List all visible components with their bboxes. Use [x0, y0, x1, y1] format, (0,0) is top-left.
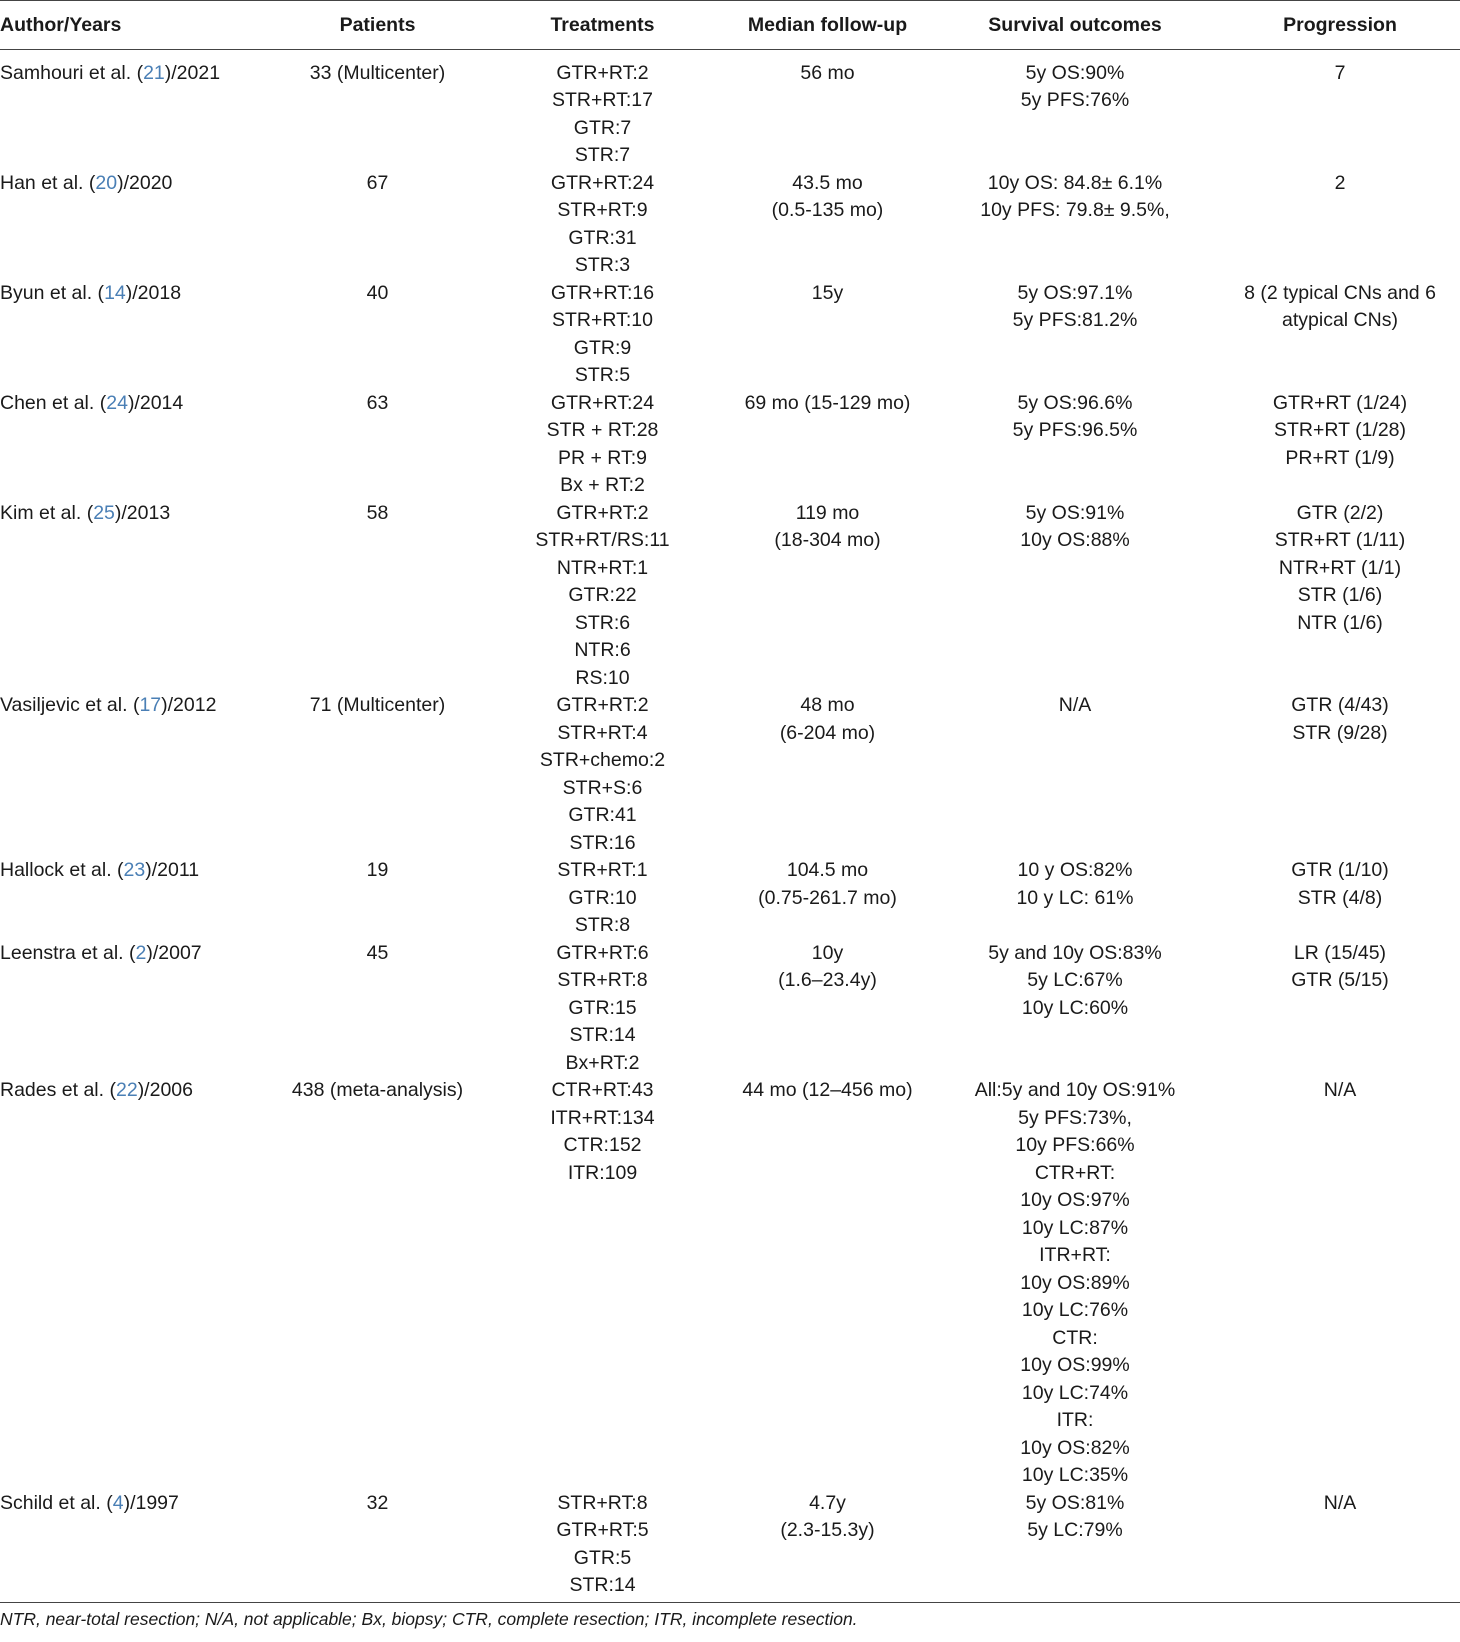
author-year: )/2012 — [161, 694, 217, 716]
reference-link[interactable]: 4 — [112, 1491, 124, 1514]
treatment-line: PR + RT:9 — [557, 446, 648, 469]
treatment-line: GTR+RT:2 — [556, 694, 649, 716]
treatment-line: ITR+RT:134 — [550, 1106, 655, 1129]
treatment-line: STR:6 — [574, 611, 631, 634]
treatment-line: STR+chemo:2 — [539, 749, 666, 771]
treatment-line: STR+RT:9 — [557, 199, 648, 221]
progression-line: 2 — [1334, 171, 1346, 194]
treatment-line: GTR:5 — [573, 1546, 632, 1569]
treatment-line: STR+RT:8 — [557, 1491, 648, 1514]
cell-patients: 67 — [366, 171, 389, 194]
progression-line: STR+RT (1/11) — [1274, 529, 1406, 551]
cell-patients: 32 — [275, 1490, 480, 1603]
cell-author — [0, 390, 275, 500]
table-row — [0, 1077, 1460, 1490]
treatment-line: GTR:10 — [568, 886, 637, 909]
cell-followup — [725, 49, 930, 170]
survival-line: 5y LC:67% — [1027, 969, 1123, 991]
treatment-line: STR:3 — [574, 254, 631, 276]
table-row — [0, 280, 1460, 390]
treatment-line: GTR+RT:16 — [550, 281, 655, 304]
survival-line: 5y OS:81% — [1025, 1491, 1125, 1514]
col-header-treatments: Treatments — [480, 1, 725, 50]
followup-line: 104.5 mo — [786, 859, 869, 881]
treatment-line: GTR:41 — [568, 804, 637, 826]
cell-patients: 58 — [366, 501, 389, 524]
cell-survival — [930, 170, 1220, 280]
table-row — [0, 49, 1460, 170]
cell-survival — [930, 692, 1220, 857]
cell-progression — [1220, 500, 1460, 693]
cell-patients: 438 (meta-analysis) — [291, 1079, 464, 1101]
survival-line: 10y PFS: 79.8± 9.5%, — [980, 199, 1170, 221]
treatment-line: GTR+RT:5 — [556, 1519, 649, 1541]
survival-line: CTR+RT: — [1034, 1161, 1116, 1184]
treatment-line: ITR:109 — [567, 1161, 638, 1184]
progression-line: GTR (2/2) — [1296, 501, 1384, 524]
cell-treatments — [480, 1077, 725, 1490]
cell-survival — [930, 390, 1220, 500]
cell-patients: 63 — [366, 391, 389, 414]
author-name: Leenstra et al. ( — [0, 941, 136, 964]
author-name: Samhouri et al. ( — [0, 61, 144, 84]
cell-progression — [1220, 170, 1460, 280]
progression-line: N/A — [1323, 1491, 1357, 1514]
survival-line: 5y PFS:76% — [1020, 89, 1130, 111]
cell-author — [0, 857, 275, 940]
cell-author — [0, 692, 275, 857]
author-year: )/2013 — [114, 501, 171, 524]
cell-progression — [1220, 1490, 1460, 1603]
treatment-line: STR+RT:17 — [552, 89, 653, 111]
followup-line: (0.75-261.7 mo) — [758, 886, 897, 909]
author-name: Byun et al. ( — [0, 281, 105, 304]
followup-line: 69 mo (15-129 mo) — [744, 391, 911, 414]
treatment-line: STR + RT:28 — [546, 419, 659, 441]
survival-line: 10 y LC: 61% — [1016, 886, 1134, 909]
followup-line: 4.7y — [809, 1491, 846, 1514]
cell-progression — [1220, 280, 1460, 390]
treatment-line: STR+S:6 — [562, 776, 643, 799]
table-row — [0, 692, 1460, 857]
survival-line: 10y LC:76% — [1021, 1299, 1129, 1321]
treatment-line: STR+RT:8 — [557, 969, 648, 991]
cell-progression — [1220, 692, 1460, 857]
cell-treatments — [480, 49, 725, 170]
cell-patients: 19 — [366, 859, 389, 881]
cell-progression — [1220, 1077, 1460, 1490]
cell-author — [0, 280, 275, 390]
survival-line: 5y PFS:81.2% — [1012, 309, 1138, 331]
cell-followup — [725, 1490, 930, 1603]
table-row — [0, 857, 1460, 940]
table-body — [0, 49, 1460, 1602]
cell-author — [0, 1077, 275, 1490]
cell-survival — [930, 857, 1220, 940]
cell-survival — [930, 1077, 1220, 1490]
cell-progression — [1220, 390, 1460, 500]
survival-line: 5y OS:96.6% — [1017, 391, 1133, 414]
cell-progression — [1220, 857, 1460, 940]
table-row — [0, 940, 1460, 1078]
cell-followup — [725, 940, 930, 1078]
followup-line: 48 mo — [800, 694, 855, 716]
survival-line: 10y PFS:66% — [1015, 1134, 1135, 1156]
survival-line: 5y PFS:73%, — [1018, 1106, 1132, 1129]
cell-treatments — [480, 390, 725, 500]
survival-line: 5y OS:91% — [1025, 501, 1125, 524]
treatment-line: GTR+RT:24 — [550, 171, 655, 194]
treatment-line: NTR+RT:1 — [556, 556, 649, 579]
author-name: Rades et al. ( — [0, 1079, 116, 1101]
reference-link[interactable]: 20 — [95, 171, 118, 194]
reference-link[interactable]: 2 — [135, 941, 147, 964]
survival-line: 5y and 10y OS:83% — [988, 941, 1162, 964]
treatment-line: STR+RT/RS:11 — [535, 529, 670, 551]
reference-link[interactable]: 21 — [143, 61, 165, 84]
cell-treatments — [480, 500, 725, 693]
author-year: )/2020 — [117, 171, 173, 194]
author-name: Kim et al. ( — [0, 501, 94, 524]
treatment-line: GTR:7 — [573, 116, 632, 139]
cell-author — [0, 49, 275, 170]
author-name: Schild et al. ( — [0, 1491, 113, 1514]
table-row — [0, 170, 1460, 280]
treatment-line: STR:16 — [569, 831, 636, 854]
progression-line: PR+RT (1/9) — [1285, 446, 1395, 469]
progression-line: STR (1/6) — [1297, 584, 1383, 606]
treatment-line: STR:14 — [569, 1024, 636, 1046]
survival-line: N/A — [1058, 694, 1092, 716]
treatment-line: GTR+RT:24 — [550, 391, 655, 414]
author-year: )/2007 — [146, 941, 202, 964]
cell-treatments — [480, 280, 725, 390]
followup-line: 44 mo (12–456 mo) — [742, 1079, 913, 1101]
cell-author — [0, 1490, 275, 1603]
treatment-line: GTR:22 — [568, 584, 637, 606]
author-name: Han et al. ( — [0, 171, 96, 194]
followup-line: (1.6–23.4y) — [778, 969, 877, 991]
treatment-line: GTR:9 — [573, 336, 632, 359]
author-year: )/2006 — [137, 1079, 193, 1101]
author-name: Hallock et al. ( — [0, 859, 124, 881]
survival-line: CTR: — [1052, 1326, 1098, 1349]
survival-line: 10y OS:99% — [1020, 1354, 1130, 1376]
followup-line: 10y — [811, 941, 844, 964]
survival-line: ITR+RT: — [1039, 1244, 1111, 1266]
table-row — [0, 390, 1460, 500]
survival-line: 5y OS:97.1% — [1017, 281, 1133, 304]
cell-patients: 71 (Multicenter) — [309, 694, 446, 716]
table-footnote: NTR, near-total resection; N/A, not applicable; Bx, biopsy; CTR, complete resection; ITR, incomplete resection. — [0, 1608, 858, 1629]
reference-link[interactable]: 24 — [106, 391, 128, 414]
treatment-line: CTR+RT:43 — [551, 1079, 654, 1101]
treatment-line: GTR:31 — [568, 226, 637, 249]
progression-line: NTR (1/6) — [1297, 611, 1383, 634]
treatment-line: STR:14 — [569, 1574, 636, 1596]
survival-line: All:5y and 10y OS:91% — [974, 1079, 1176, 1101]
author-year: )/2014 — [127, 391, 184, 414]
treatment-line: Bx+RT:2 — [565, 1051, 640, 1074]
table-row — [0, 500, 1460, 693]
followup-line: 119 mo — [795, 501, 860, 524]
cell-progression — [1220, 49, 1460, 170]
treatment-line: Bx + RT:2 — [560, 474, 645, 496]
progression-line: NTR+RT (1/1) — [1278, 556, 1402, 579]
cell-progression — [1220, 940, 1460, 1078]
survival-line: 10y LC:35% — [1021, 1464, 1129, 1486]
cell-author — [0, 500, 275, 693]
col-header-author: Author/Years — [0, 1, 275, 50]
followup-line: (2.3-15.3y) — [780, 1519, 875, 1541]
survival-line: 10 y OS:82% — [1017, 859, 1133, 881]
survival-line: 10y OS:88% — [1020, 529, 1130, 551]
survival-line: 10y OS:82% — [1020, 1436, 1130, 1459]
col-header-progression: Progression — [1220, 1, 1460, 50]
cell-survival — [930, 280, 1220, 390]
author-year: )/1997 — [123, 1491, 179, 1514]
treatment-line: GTR+RT:6 — [556, 941, 649, 964]
header-row — [0, 1, 1460, 50]
progression-line: GTR (5/15) — [1291, 969, 1389, 991]
reference-link[interactable]: 17 — [139, 694, 162, 716]
treatment-line: GTR+RT:2 — [556, 501, 649, 524]
col-header-followup: Median follow-up — [725, 1, 930, 50]
treatment-line: CTR:152 — [563, 1134, 642, 1156]
cell-author — [0, 170, 275, 280]
followup-line: 56 mo — [800, 61, 855, 84]
progression-line: STR+RT (1/28) — [1273, 419, 1407, 441]
progression-line: GTR+RT (1/24) — [1272, 391, 1408, 414]
followup-line: 15y — [811, 281, 844, 304]
reference-link[interactable]: 23 — [123, 859, 146, 881]
survival-line: 5y PFS:96.5% — [1012, 419, 1138, 441]
author-year: )/2021 — [164, 61, 221, 84]
author-name: Chen et al. ( — [0, 391, 107, 414]
progression-line: atypical CNs) — [1282, 309, 1398, 331]
progression-line: 8 (2 typical CNs and 6 — [1244, 281, 1436, 304]
cell-patients: 33 (Multicenter) — [309, 61, 446, 84]
progression-line: GTR (1/10) — [1291, 859, 1389, 881]
cell-treatments — [480, 940, 725, 1078]
cell-patients: 40 — [366, 281, 389, 304]
cell-survival — [930, 940, 1220, 1078]
survival-line: 10y LC:74% — [1021, 1381, 1129, 1404]
followup-line: (0.5-135 mo) — [771, 199, 884, 221]
author-name: Vasiljevic et al. ( — [0, 694, 140, 716]
progression-line: STR (4/8) — [1297, 886, 1383, 909]
treatment-line: STR+RT:10 — [552, 309, 653, 331]
treatment-line: STR:7 — [574, 144, 631, 166]
survival-line: 10y OS:97% — [1020, 1189, 1130, 1211]
cell-treatments — [480, 170, 725, 280]
treatment-line: STR:8 — [574, 914, 631, 936]
survival-line: 10y OS:89% — [1020, 1271, 1130, 1294]
treatment-line: RS:10 — [575, 666, 630, 689]
cell-survival — [930, 1490, 1220, 1603]
followup-line: (6-204 mo) — [779, 721, 876, 744]
treatment-line: STR:5 — [574, 364, 631, 386]
col-header-survival: Survival outcomes — [930, 1, 1220, 50]
cell-treatments — [480, 1490, 725, 1603]
treatment-line: GTR:15 — [568, 996, 637, 1019]
cell-patients: 45 — [366, 941, 389, 964]
col-header-patients: Patients — [275, 1, 480, 50]
cell-followup — [725, 280, 930, 390]
cell-followup — [725, 170, 930, 280]
followup-line: (18-304 mo) — [774, 529, 881, 551]
author-year: )/2011 — [145, 859, 200, 881]
treatment-line: STR+RT:1 — [557, 859, 648, 881]
treatment-line: STR+RT:4 — [557, 721, 648, 744]
cell-treatments — [480, 692, 725, 857]
cell-followup — [725, 1077, 930, 1490]
cell-survival — [930, 500, 1220, 693]
cell-treatments — [480, 857, 725, 940]
cell-followup — [725, 500, 930, 693]
treatment-line: NTR:6 — [574, 639, 631, 661]
survival-line: 5y LC:79% — [1027, 1519, 1123, 1541]
survival-line: 10y LC:60% — [1021, 996, 1129, 1019]
author-year: )/2018 — [125, 281, 182, 304]
reference-link[interactable]: 25 — [93, 501, 115, 524]
progression-line: LR (15/45) — [1293, 941, 1387, 964]
progression-line: 7 — [1334, 61, 1346, 84]
progression-line: STR (9/28) — [1292, 721, 1388, 744]
survival-line: 10y OS: 84.8± 6.1% — [987, 171, 1163, 194]
survival-line: 10y LC:87% — [1021, 1216, 1129, 1239]
treatment-line: GTR+RT:2 — [556, 61, 649, 84]
reference-link[interactable]: 22 — [115, 1079, 138, 1101]
table-row — [0, 1490, 1460, 1603]
cell-followup — [725, 390, 930, 500]
survival-line: ITR: — [1056, 1409, 1094, 1431]
progression-line: N/A — [1323, 1079, 1357, 1101]
cell-followup — [725, 692, 930, 857]
cell-survival — [930, 49, 1220, 170]
cell-followup — [725, 857, 930, 940]
cell-author — [0, 940, 275, 1078]
followup-line: 43.5 mo — [792, 171, 863, 194]
survival-line: 5y OS:90% — [1025, 61, 1125, 84]
progression-line: GTR (4/43) — [1291, 694, 1389, 716]
reference-link[interactable]: 14 — [104, 281, 126, 304]
